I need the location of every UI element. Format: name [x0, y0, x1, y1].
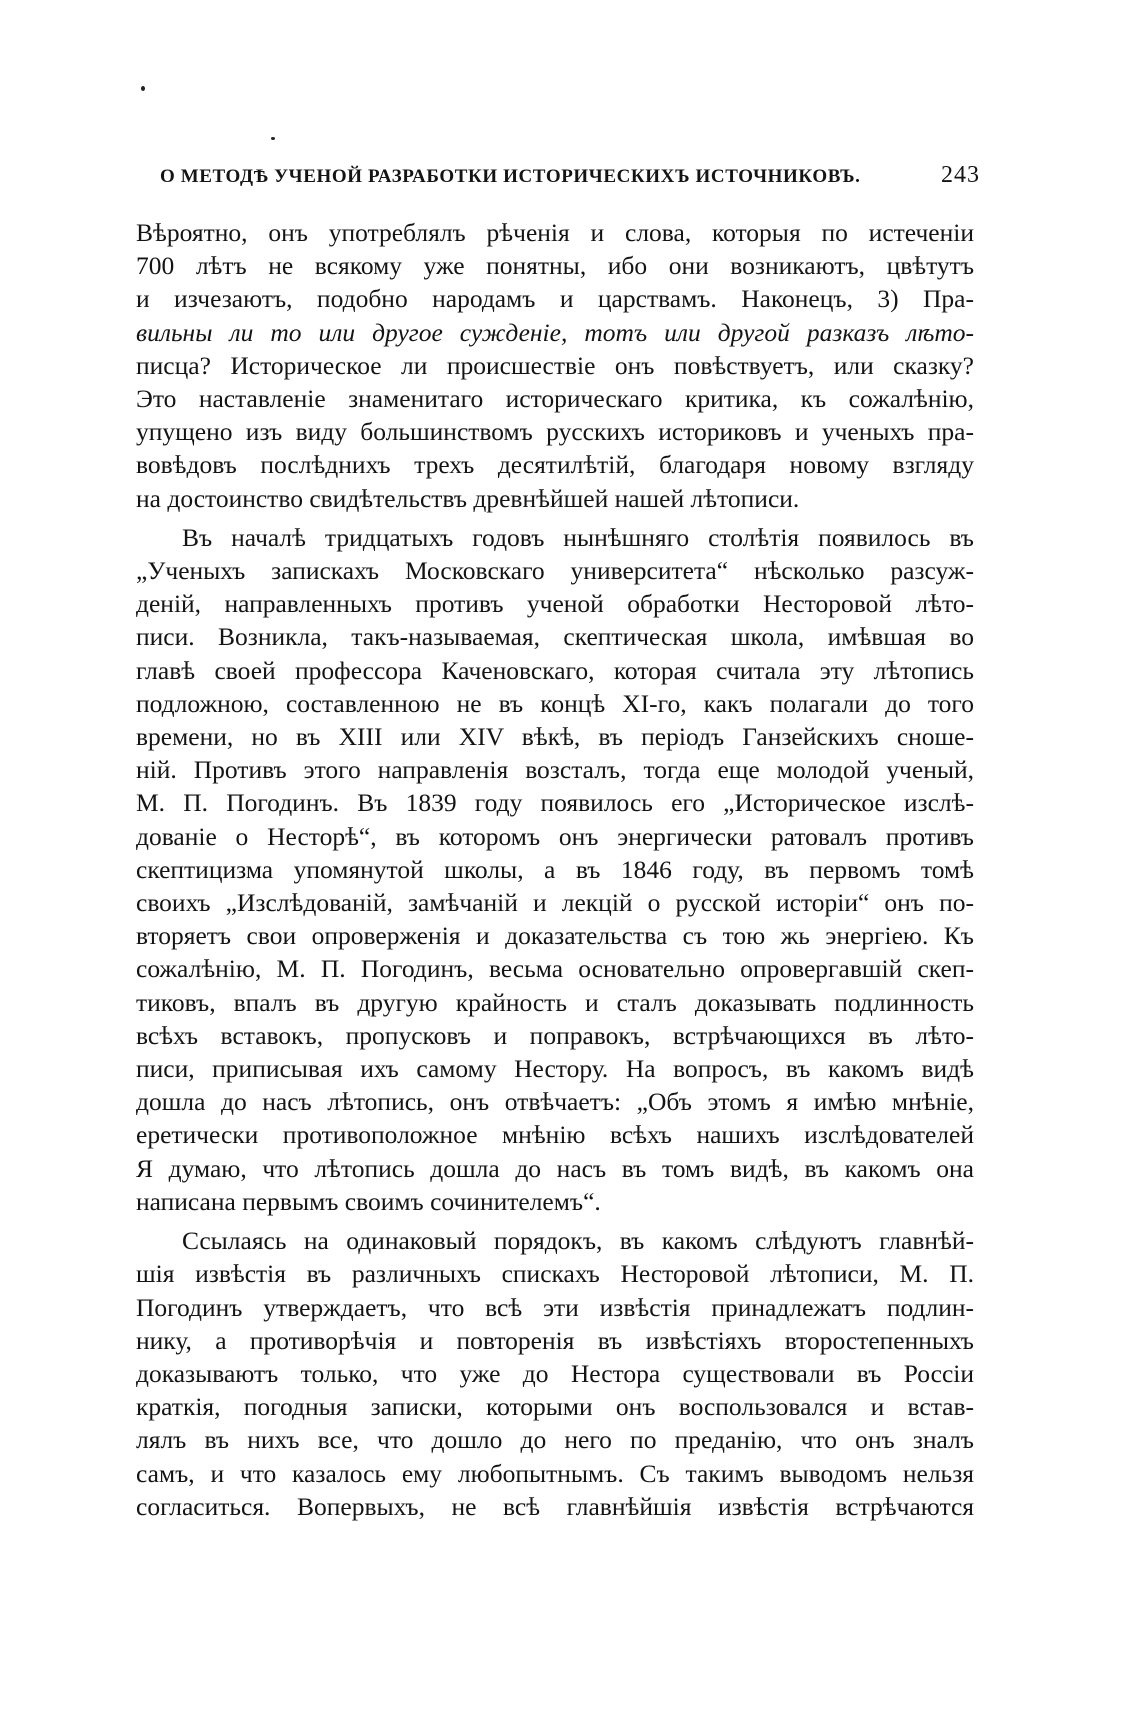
text-line: написана первымъ своимъ сочинителемъ“.: [136, 1186, 601, 1216]
text-line: нику, а противорѣчія и повторенія въ извѣстіяхъ второстепенныхъ: [136, 1325, 974, 1355]
text-line: 700 лѣтъ не всякому уже понятны, ибо они возникаютъ, цвѣтутъ: [136, 251, 974, 281]
text-line: М. П. Погодинъ. Въ 1839 году появилось его „Историческое изслѣ-: [136, 788, 974, 818]
text-line: деній, направленныхъ противъ ученой обработки Несторовой лѣто-: [136, 589, 974, 619]
paragraph-2: [136, 521, 974, 1218]
text-line: согласиться. Вопервыхъ, не всѣ главнѣйшія извѣстія встрѣчаются: [136, 1491, 974, 1521]
text-line: упущено изъ виду большинствомъ русскихъ историковъ и ученыхъ пра-: [136, 417, 974, 447]
text-line: сожалѣнію, М. П. Погодинъ, весьма основательно опровергавшій скеп-: [136, 954, 974, 984]
text-line: своихъ „Изслѣдованій, замѣчаній и лекцій о русской исторіи“ онъ по-: [136, 888, 974, 918]
text-line: доказываютъ только, что уже до Нестора существовали въ Россіи: [136, 1358, 974, 1388]
text-line: скептицизма упомянутой школы, а въ 1846 году, въ первомъ томѣ: [136, 854, 974, 884]
text-line-italic: вильны ли то или другое сужденіе, тотъ или другой разказъ лѣто-: [136, 317, 974, 347]
text-line: и изчезаютъ, подобно народамъ и царствамъ. Наконецъ, 3) Пра-: [136, 284, 974, 314]
text-line: подложною, составленною не въ концѣ XI-го, какъ полагали до того: [136, 688, 974, 718]
text-line: Въ началѣ тридцатыхъ годовъ нынѣшняго столѣтія появилось въ: [182, 522, 974, 552]
text-line: Ссылаясь на одинаковый порядокъ, въ какомъ слѣдуютъ главнѣй-: [182, 1226, 974, 1256]
text-line: краткія, погодныя записки, которыми онъ воспользовался и встав-: [136, 1392, 974, 1422]
text-line: самъ, и что казалось ему любопытнымъ. Съ такимъ выводомъ нельзя: [136, 1458, 974, 1488]
text-line: времени, но въ XIII или XIV вѣкѣ, въ періодъ Ганзейскихъ сноше-: [136, 722, 974, 752]
text-line: писца? Историческое ли происшествіе онъ повѣствуетъ, или сказку?: [136, 350, 974, 380]
text-line: лялъ въ нихъ все, что дошло до него по преданію, что онъ зналъ: [136, 1425, 974, 1455]
text-line: вовѣдовъ послѣднихъ трехъ десятилѣтій, благодаря новому взгляду: [136, 450, 974, 480]
text-line: дованіе о Несторѣ“, въ которомъ онъ энергически ратовалъ противъ: [136, 821, 974, 851]
text-line: шія извѣстія въ различныхъ спискахъ Несторовой лѣтописи, М. П.: [136, 1259, 974, 1289]
text-line: вторяетъ свои опроверженія и доказательства съ тою жь энергіею. Къ: [136, 921, 974, 951]
paragraph-3: [136, 1224, 974, 1523]
text-line: главѣ своей профессора Каченовскаго, которая считала эту лѣтопись: [136, 655, 974, 685]
text-line: всѣхъ вставокъ, пропусковъ и поправокъ, встрѣчающихся въ лѣто-: [136, 1020, 974, 1050]
text-line: Это наставленіе знаменитаго историческаго критика, къ сожалѣнію,: [136, 384, 974, 414]
text-line: „Ученыхъ запискахъ Московскаго университета“ нѣсколько разсуж-: [136, 556, 974, 586]
text-line: тиковъ, впалъ въ другую крайность и сталъ доказывать подлинность: [136, 987, 974, 1017]
scan-speck: [141, 86, 145, 91]
running-head: О МЕТОДѢ УЧЕНОЙ РАЗРАБОТКИ ИСТОРИЧЕСКИХЪ ИСТОЧНИКОВЪ.: [160, 166, 861, 187]
text-line: еретически противоположное мнѣнію всѣхъ нашихъ изслѣдователей: [136, 1120, 974, 1150]
page-number: 243: [941, 162, 980, 188]
body-text: [136, 216, 974, 1523]
text-line: писи. Возникла, такъ-называемая, скептическая школа, имѣвшая во: [136, 622, 974, 652]
text-line: на достоинство свидѣтельствъ древнѣйшей нашей лѣтописи.: [136, 483, 800, 513]
page-header: [160, 162, 980, 189]
text-line: дошла до насъ лѣтопись, онъ отвѣчаетъ: „Объ этомъ я имѣю мнѣніе,: [136, 1087, 974, 1117]
text-line: ній. Противъ этого направленія возсталъ, тогда еще молодой ученый,: [136, 755, 974, 785]
text-line: писи, приписывая ихъ самому Нестору. На вопросъ, въ какомъ видѣ: [136, 1054, 974, 1084]
paragraph-1: [136, 216, 974, 515]
text-line: Я думаю, что лѣтопись дошла до насъ въ томъ видѣ, въ какомъ она: [136, 1153, 974, 1183]
text-line: Погодинъ утверждаетъ, что всѣ эти извѣстія принадлежатъ подлин-: [136, 1292, 974, 1322]
scan-speck: [271, 137, 275, 140]
text-line: Вѣроятно, онъ употреблялъ рѣченія и слова, которыя по истеченіи: [136, 218, 974, 247]
